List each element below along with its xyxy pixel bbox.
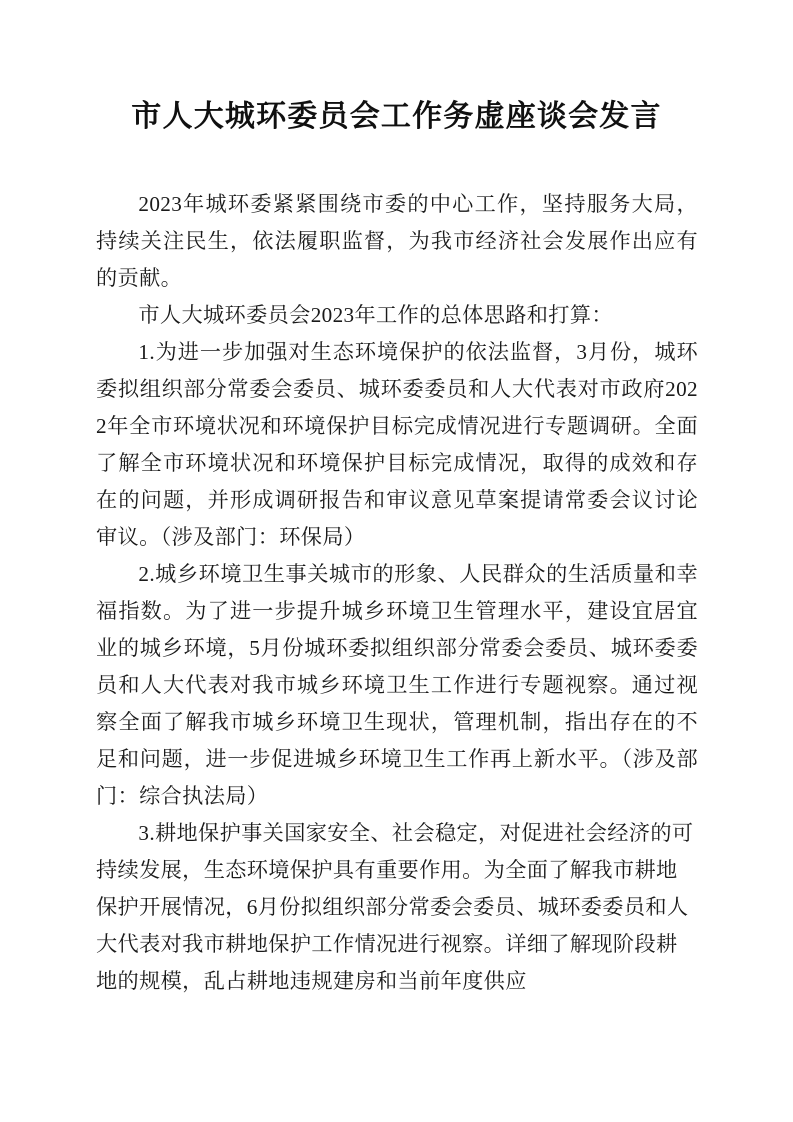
paragraph-intro: 2023年城环委紧紧围绕市委的中心工作，坚持服务大局，持续关注民生，依法履职监督，为我市经济社会发展作出应有的贡献。 bbox=[96, 192, 698, 290]
page-title: 市人大城环委员会工作务虚座谈会发言 bbox=[131, 100, 662, 133]
paragraph-lead-in: 市人大城环委员会2023年工作的总体思路和打算： bbox=[138, 303, 613, 327]
paragraph-item-1: 1.为进一步加强对生态环境保护的依法监督，3月份，城环委拟组织部分常委会委员、城环委委员和人大代表对市政府2022年全市环境状况和环境保护目标完成情况进行专题调研。全面了解全市环境状况和环境保护目标完成情况，取得的成效和存在的问题，并形成调研报告和审议意见草案提请常委会议讨论审议。（涉及部门：环保局） bbox=[96, 340, 698, 549]
document-body bbox=[96, 186, 698, 1000]
paragraph-item-2: 2.城乡环境卫生事关城市的形象、人民群众的生活质量和幸福指数。为了进一步提升城乡环境卫生管理水平，建设宜居宜业的城乡环境，5月份城环委拟组织部分常委会委员、城环委委员和人大代表对我市城乡环境卫生工作进行专题视察。通过视察全面了解我市城乡环境卫生现状，管理机制，指出存在的不足和问题，进一步促进城乡环境卫生工作再上新水平。（涉及部门：综合执法局） bbox=[96, 562, 698, 808]
paragraph-item-3: 3.耕地保护事关国家安全、社会稳定，对促进社会经济的可持续发展，生态环境保护具有重要作用。为全面了解我市耕地保护开展情况，6月份拟组织部分常委会委员、城环委委员和人大代表对我市耕地保护工作情况进行视察。详细了解现阶段耕地的规模，乱占耕地违规建房和当前年度供应 bbox=[96, 821, 694, 993]
